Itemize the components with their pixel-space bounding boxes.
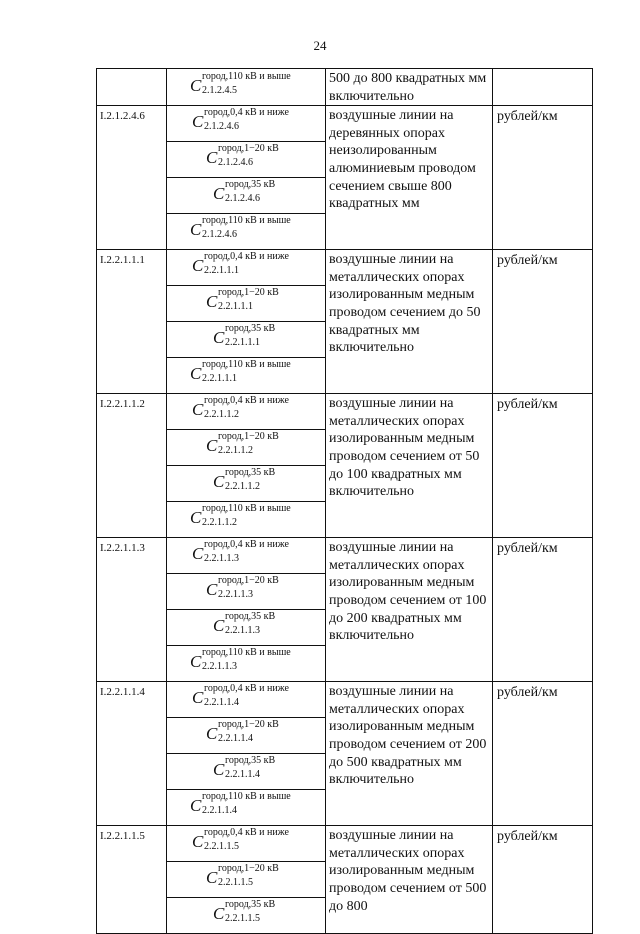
voltage-superscript: город,1−20 кВ (218, 287, 279, 299)
rate-symbol (192, 826, 300, 856)
rate-symbol (213, 466, 279, 496)
voltage-superscript: город,35 кВ (225, 899, 276, 911)
item-code: I.2.1.2.4.6 (97, 106, 167, 250)
rate-variable-cell (167, 682, 326, 718)
voltage-superscript: город,110 кВ и выше (202, 70, 291, 82)
rate-variable-cell (167, 754, 326, 790)
rate-variable-cell (167, 826, 326, 862)
item-unit: рублей/км (493, 394, 593, 538)
voltage-superscript: город,110 кВ и выше (202, 647, 291, 659)
item-code (97, 69, 167, 106)
voltage-superscript: город,35 кВ (225, 323, 276, 335)
symbol-letter: C (190, 652, 202, 672)
rate-variable-cell (167, 898, 326, 934)
voltage-superscript: город,1−20 кВ (218, 575, 279, 587)
rate-variable-cell (167, 466, 326, 502)
symbol-letter: C (206, 724, 218, 744)
rate-variable-cell (167, 178, 326, 214)
rate-symbol (206, 142, 286, 172)
item-description: воздушные линии на металлических опорах изолированным медным проводом сечением от 100 до 200 квадратных мм включительно (326, 538, 493, 682)
item-subscript: 2.2.1.1.1 (218, 301, 253, 313)
rate-symbol (206, 718, 286, 748)
table-row (97, 826, 593, 862)
rate-variable-cell (167, 69, 326, 106)
item-subscript: 2.2.1.1.2 (202, 517, 237, 529)
page-number: 24 (313, 38, 327, 53)
symbol-letter: C (206, 868, 218, 888)
symbol-letter: C (192, 256, 204, 276)
voltage-superscript: город,0,4 кВ и ниже (204, 395, 289, 407)
item-description: 500 до 800 квадратных мм включительно (326, 69, 493, 106)
item-subscript: 2.2.1.1.3 (225, 625, 260, 637)
rate-symbol (190, 358, 302, 388)
rate-variable-cell (167, 718, 326, 754)
item-subscript: 2.2.1.1.4 (204, 697, 239, 709)
item-subscript: 2.2.1.1.3 (218, 589, 253, 601)
rate-symbol (213, 610, 279, 640)
symbol-letter: C (213, 184, 225, 204)
symbol-letter: C (192, 688, 204, 708)
symbol-letter: C (192, 832, 204, 852)
item-code: I.2.2.1.1.3 (97, 538, 167, 682)
voltage-superscript: город,0,4 кВ и ниже (204, 539, 289, 551)
item-subscript: 2.1.2.4.5 (202, 84, 237, 96)
item-subscript: 2.2.1.1.2 (225, 481, 260, 493)
symbol-letter: C (206, 148, 218, 168)
item-code: I.2.2.1.1.1 (97, 250, 167, 394)
item-subscript: 2.2.1.1.5 (218, 877, 253, 889)
rate-symbol (190, 790, 302, 820)
table-row (97, 69, 593, 106)
rate-symbol (206, 862, 286, 892)
item-subscript: 2.2.1.1.5 (204, 841, 239, 853)
rate-symbol (206, 574, 286, 604)
item-unit: рублей/км (493, 682, 593, 826)
rate-variable-cell (167, 394, 326, 430)
symbol-letter: C (190, 796, 202, 816)
rate-variable-cell (167, 610, 326, 646)
symbol-letter: C (190, 508, 202, 528)
rate-symbol (213, 322, 279, 352)
item-subscript: 2.2.1.1.1 (225, 337, 260, 349)
item-unit (493, 69, 593, 106)
rate-symbol (213, 898, 279, 928)
rate-variable-cell (167, 358, 326, 394)
voltage-superscript: город,110 кВ и выше (202, 791, 291, 803)
voltage-superscript: город,1−20 кВ (218, 431, 279, 443)
item-code: I.2.2.1.1.2 (97, 394, 167, 538)
item-subscript: 2.2.1.1.2 (218, 445, 253, 457)
voltage-superscript: город,110 кВ и выше (202, 503, 291, 515)
symbol-letter: C (206, 436, 218, 456)
symbol-letter: C (213, 760, 225, 780)
item-subscript: 2.2.1.1.2 (204, 409, 239, 421)
item-unit: рублей/км (493, 250, 593, 394)
rate-symbol (206, 430, 286, 460)
item-subscript: 2.2.1.1.5 (225, 913, 260, 925)
rate-variable-cell (167, 286, 326, 322)
item-subscript: 2.1.2.4.6 (218, 157, 253, 169)
voltage-superscript: город,0,4 кВ и ниже (204, 827, 289, 839)
voltage-superscript: город,0,4 кВ и ниже (204, 683, 289, 695)
item-subscript: 2.2.1.1.4 (218, 733, 253, 745)
item-description: воздушные линии на деревянных опорах неизолированным алюминиевым проводом сечением свыше 800 квадратных мм (326, 106, 493, 250)
item-unit: рублей/км (493, 826, 593, 934)
item-unit: рублей/км (493, 106, 593, 250)
voltage-superscript: город,35 кВ (225, 467, 276, 479)
item-subscript: 2.1.2.4.6 (202, 229, 237, 241)
rate-symbol (190, 214, 302, 244)
rate-symbol (206, 286, 286, 316)
symbol-letter: C (190, 364, 202, 384)
item-subscript: 2.2.1.1.4 (202, 805, 237, 817)
table-row (97, 538, 593, 574)
voltage-superscript: город,110 кВ и выше (202, 359, 291, 371)
rate-symbol (192, 250, 300, 280)
rate-variable-cell (167, 790, 326, 826)
voltage-superscript: город,1−20 кВ (218, 863, 279, 875)
item-code: I.2.2.1.1.4 (97, 682, 167, 826)
voltage-superscript: город,110 кВ и выше (202, 215, 291, 227)
tariff-table (96, 68, 593, 934)
voltage-superscript: город,35 кВ (225, 179, 276, 191)
symbol-letter: C (206, 580, 218, 600)
item-description: воздушные линии на металлических опорах изолированным медным проводом сечением от 50 до 100 квадратных мм включительно (326, 394, 493, 538)
symbol-letter: C (213, 328, 225, 348)
item-description: воздушные линии на металлических опорах изолированным медным проводом сечением от 200 до 500 квадратных мм включительно (326, 682, 493, 826)
rate-symbol (213, 178, 279, 208)
rate-variable-cell (167, 574, 326, 610)
rate-symbol (190, 646, 302, 676)
symbol-letter: C (190, 75, 202, 95)
item-description: воздушные линии на металлических опорах изолированным медным проводом сечением от 500 до 800 (326, 826, 493, 934)
symbol-letter: C (190, 220, 202, 240)
rate-variable-cell (167, 142, 326, 178)
voltage-superscript: город,0,4 кВ и ниже (204, 251, 289, 263)
symbol-letter: C (192, 544, 204, 564)
rate-variable-cell (167, 214, 326, 250)
rate-variable-cell (167, 106, 326, 142)
rate-variable-cell (167, 538, 326, 574)
symbol-letter: C (192, 400, 204, 420)
symbol-letter: C (213, 472, 225, 492)
rate-symbol (190, 502, 302, 532)
item-subscript: 2.2.1.1.1 (202, 373, 237, 385)
table-row (97, 394, 593, 430)
rate-symbol (192, 106, 300, 136)
voltage-superscript: город,1−20 кВ (218, 143, 279, 155)
rate-symbol (190, 70, 302, 100)
rate-symbol (192, 682, 300, 712)
item-code: I.2.2.1.1.5 (97, 826, 167, 934)
voltage-superscript: город,0,4 кВ и ниже (204, 107, 289, 119)
item-subscript: 2.1.2.4.6 (225, 193, 260, 205)
symbol-letter: C (213, 616, 225, 636)
rate-symbol (192, 538, 300, 568)
table-row (97, 682, 593, 718)
rate-variable-cell (167, 862, 326, 898)
table-row (97, 250, 593, 286)
symbol-letter: C (213, 904, 225, 924)
rate-variable-cell (167, 322, 326, 358)
item-unit: рублей/км (493, 538, 593, 682)
table-row (97, 106, 593, 142)
item-subscript: 2.2.1.1.1 (204, 265, 239, 277)
rate-variable-cell (167, 646, 326, 682)
voltage-superscript: город,35 кВ (225, 755, 276, 767)
item-subscript: 2.1.2.4.6 (204, 121, 239, 133)
voltage-superscript: город,1−20 кВ (218, 719, 279, 731)
item-subscript: 2.2.1.1.4 (225, 769, 260, 781)
rate-variable-cell (167, 502, 326, 538)
item-description: воздушные линии на металлических опорах изолированным медным проводом сечением до 50 квадратных мм включительно (326, 250, 493, 394)
rate-variable-cell (167, 430, 326, 466)
rate-variable-cell (167, 250, 326, 286)
item-subscript: 2.2.1.1.3 (202, 661, 237, 673)
symbol-letter: C (206, 292, 218, 312)
voltage-superscript: город,35 кВ (225, 611, 276, 623)
item-subscript: 2.2.1.1.3 (204, 553, 239, 565)
symbol-letter: C (192, 112, 204, 132)
rate-symbol (213, 754, 279, 784)
rate-symbol (192, 394, 300, 424)
